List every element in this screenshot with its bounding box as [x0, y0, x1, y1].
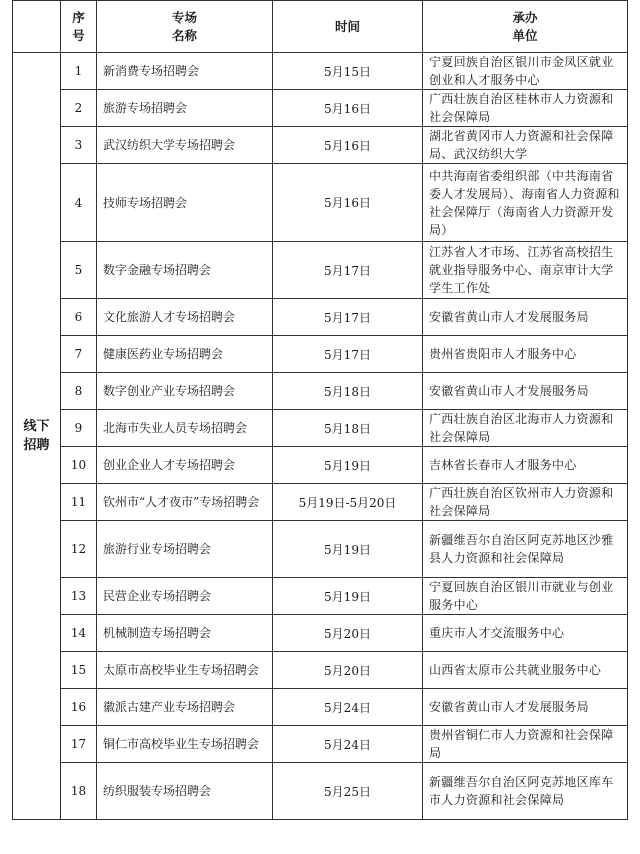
date-cell: 5月19日 — [273, 521, 423, 578]
date-cell: 5月18日 — [273, 373, 423, 410]
organizer-cell: 安徽省黄山市人才发展服务局 — [423, 299, 628, 336]
table-row — [13, 615, 628, 652]
fair-name-cell: 徽派古建产业专场招聘会 — [97, 689, 273, 726]
header-row — [13, 1, 628, 53]
organizer-cell: 广西壮族自治区桂林市人力资源和社会保障局 — [423, 90, 628, 127]
seq-cell: 8 — [61, 373, 97, 410]
fair-name-cell: 北海市失业人员专场招聘会 — [97, 410, 273, 447]
header-category — [13, 1, 61, 53]
seq-cell: 4 — [61, 164, 97, 242]
fair-name-cell: 武汉纺织大学专场招聘会 — [97, 127, 273, 164]
organizer-cell: 湖北省黄冈市人力资源和社会保障局、武汉纺织大学 — [423, 127, 628, 164]
date-cell: 5月20日 — [273, 652, 423, 689]
organizer-cell: 山西省太原市公共就业服务中心 — [423, 652, 628, 689]
seq-cell: 12 — [61, 521, 97, 578]
table-row — [13, 726, 628, 763]
date-cell: 5月20日 — [273, 615, 423, 652]
organizer-cell: 中共海南省委组织部（中共海南省委人才发展局）、海南省人力资源和社会保障厅（海南省人力资源开发局） — [423, 164, 628, 242]
organizer-cell: 贵州省贵阳市人才服务中心 — [423, 336, 628, 373]
fair-name-cell: 文化旅游人才专场招聘会 — [97, 299, 273, 336]
organizer-cell: 重庆市人才交流服务中心 — [423, 615, 628, 652]
fair-name-cell: 新消费专场招聘会 — [97, 53, 273, 90]
organizer-cell: 贵州省铜仁市人力资源和社会保障局 — [423, 726, 628, 763]
table-row — [13, 763, 628, 820]
seq-cell: 2 — [61, 90, 97, 127]
seq-cell: 15 — [61, 652, 97, 689]
table-row — [13, 447, 628, 484]
seq-cell: 18 — [61, 763, 97, 820]
seq-cell: 10 — [61, 447, 97, 484]
organizer-cell: 广西壮族自治区北海市人力资源和社会保障局 — [423, 410, 628, 447]
table-row — [13, 484, 628, 521]
table-row — [13, 299, 628, 336]
date-cell: 5月16日 — [273, 164, 423, 242]
table-row — [13, 521, 628, 578]
fair-name-cell: 纺织服装专场招聘会 — [97, 763, 273, 820]
seq-cell: 14 — [61, 615, 97, 652]
table-row — [13, 127, 628, 164]
organizer-cell: 安徽省黄山市人才发展服务局 — [423, 373, 628, 410]
table-row — [13, 410, 628, 447]
job-fair-schedule-table — [12, 0, 628, 820]
seq-cell: 16 — [61, 689, 97, 726]
seq-cell: 9 — [61, 410, 97, 447]
organizer-cell: 江苏省人才市场、江苏省高校招生就业指导服务中心、南京审计大学学生工作处 — [423, 242, 628, 299]
seq-cell: 5 — [61, 242, 97, 299]
fair-name-cell: 铜仁市高校毕业生专场招聘会 — [97, 726, 273, 763]
table-row — [13, 578, 628, 615]
document-page — [12, 0, 628, 820]
date-cell: 5月19日 — [273, 578, 423, 615]
fair-name-cell: 旅游行业专场招聘会 — [97, 521, 273, 578]
table-row — [13, 53, 628, 90]
table-row — [13, 652, 628, 689]
date-cell: 5月16日 — [273, 90, 423, 127]
table-row — [13, 689, 628, 726]
date-cell: 5月15日 — [273, 53, 423, 90]
fair-name-cell: 钦州市“人才夜市”专场招聘会 — [97, 484, 273, 521]
date-cell: 5月19日-5月20日 — [273, 484, 423, 521]
organizer-cell: 宁夏回族自治区银川市金凤区就业创业和人才服务中心 — [423, 53, 628, 90]
seq-cell: 13 — [61, 578, 97, 615]
organizer-cell: 广西壮族自治区钦州市人力资源和社会保障局 — [423, 484, 628, 521]
fair-name-cell: 数字创业产业专场招聘会 — [97, 373, 273, 410]
date-cell: 5月24日 — [273, 689, 423, 726]
seq-cell: 7 — [61, 336, 97, 373]
date-cell: 5月25日 — [273, 763, 423, 820]
fair-name-cell: 技师专场招聘会 — [97, 164, 273, 242]
date-cell: 5月24日 — [273, 726, 423, 763]
table-row — [13, 336, 628, 373]
category-cell: 线下 招聘 — [13, 53, 61, 820]
header-time: 时间 — [273, 1, 423, 53]
seq-cell: 1 — [61, 53, 97, 90]
organizer-cell: 安徽省黄山市人才发展服务局 — [423, 689, 628, 726]
fair-name-cell: 数字金融专场招聘会 — [97, 242, 273, 299]
date-cell: 5月16日 — [273, 127, 423, 164]
date-cell: 5月17日 — [273, 336, 423, 373]
date-cell: 5月18日 — [273, 410, 423, 447]
date-cell: 5月17日 — [273, 299, 423, 336]
fair-name-cell: 民营企业专场招聘会 — [97, 578, 273, 615]
header-seq: 序 号 — [61, 1, 97, 53]
table-row — [13, 90, 628, 127]
fair-name-cell: 创业企业人才专场招聘会 — [97, 447, 273, 484]
seq-cell: 11 — [61, 484, 97, 521]
seq-cell: 6 — [61, 299, 97, 336]
fair-name-cell: 健康医药业专场招聘会 — [97, 336, 273, 373]
header-name: 专场 名称 — [97, 1, 273, 53]
date-cell: 5月17日 — [273, 242, 423, 299]
organizer-cell: 新疆维吾尔自治区阿克苏地区沙雅县人力资源和社会保障局 — [423, 521, 628, 578]
seq-cell: 3 — [61, 127, 97, 164]
seq-cell: 17 — [61, 726, 97, 763]
table-row — [13, 373, 628, 410]
organizer-cell: 新疆维吾尔自治区阿克苏地区库车市人力资源和社会保障局 — [423, 763, 628, 820]
organizer-cell: 吉林省长春市人才服务中心 — [423, 447, 628, 484]
header-organizer: 承办 单位 — [423, 1, 628, 53]
table-row — [13, 164, 628, 242]
fair-name-cell: 旅游专场招聘会 — [97, 90, 273, 127]
fair-name-cell: 机械制造专场招聘会 — [97, 615, 273, 652]
organizer-cell: 宁夏回族自治区银川市就业与创业服务中心 — [423, 578, 628, 615]
fair-name-cell: 太原市高校毕业生专场招聘会 — [97, 652, 273, 689]
table-row — [13, 242, 628, 299]
table-body — [13, 53, 628, 820]
date-cell: 5月19日 — [273, 447, 423, 484]
